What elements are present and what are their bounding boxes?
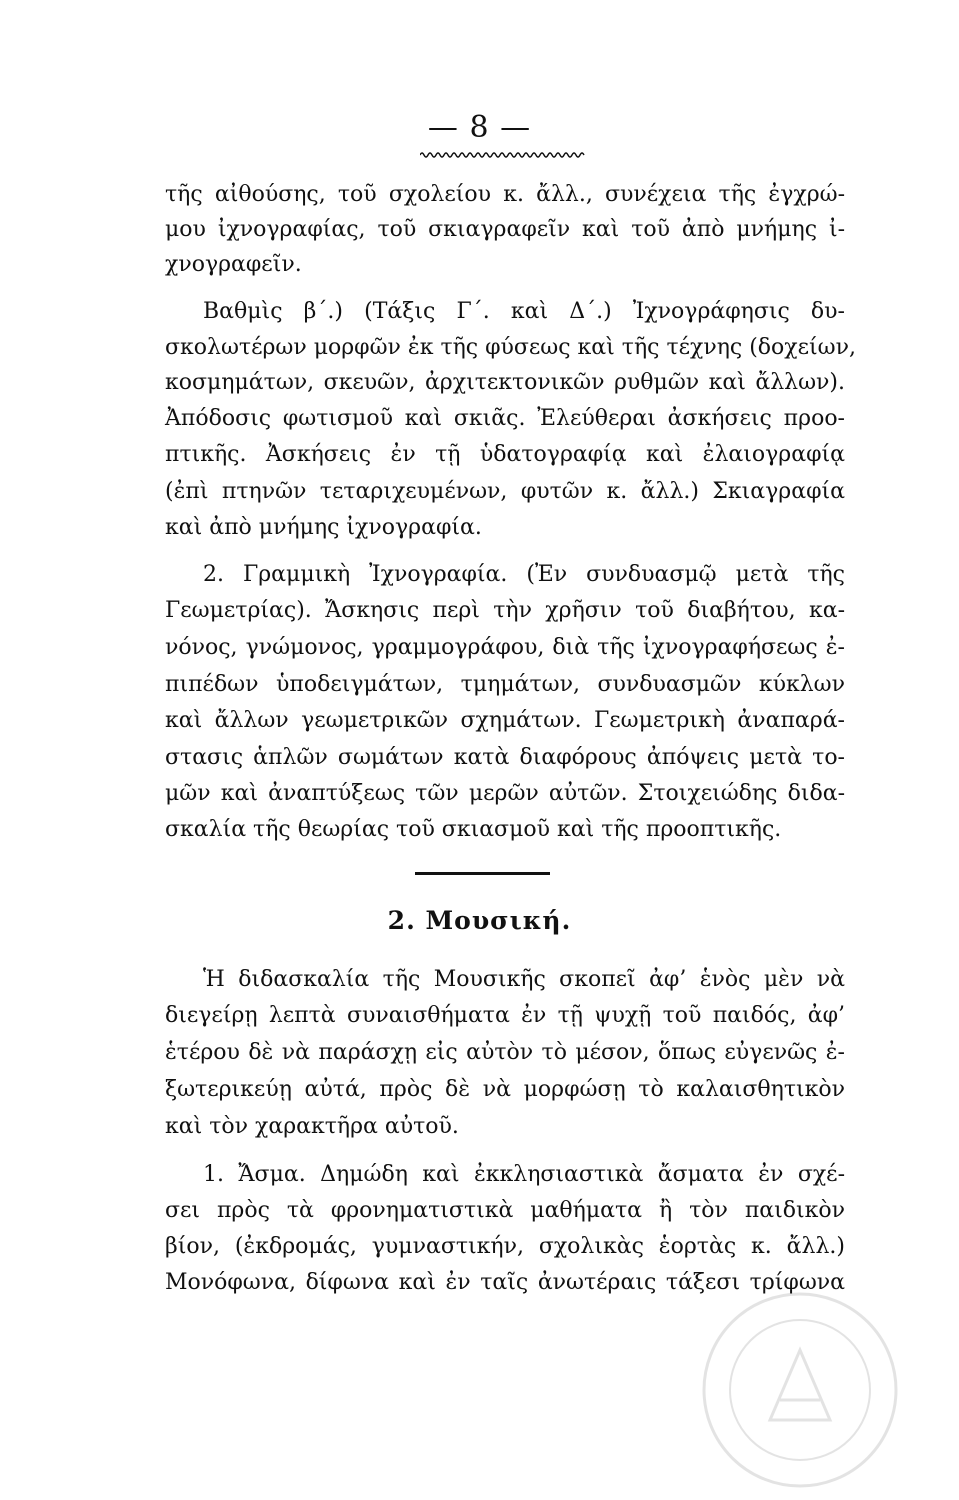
- text-line: βίον, (ἐκδρομάς, γυμναστικήν, σχολικὰς ἑορτὰς κ. ἄλλ.): [165, 1234, 845, 1259]
- text-line: μῶν καὶ ἀναπτύξεως τῶν μερῶν αὐτῶν. Στοιχειώδης διδα-: [165, 781, 845, 806]
- text-line: σκολωτέρων μορφῶν ἐκ τῆς φύσεως καὶ τῆς τέχνης (δοχείων,: [165, 335, 856, 360]
- library-stamp-seal: [700, 1290, 900, 1490]
- text-line: Ἀπόδοσις φωτισμοῦ καὶ σκιᾶς. Ἐλεύθεραι ἀσκήσεις προο-: [165, 406, 845, 431]
- text-line: διεγείρῃ λεπτὰ συναισθήματα ἐν τῇ ψυχῇ τοῦ παιδός, ἀφ’: [165, 1003, 845, 1028]
- text-line: Ἡ διδασκαλία τῆς Μουσικῆς σκοπεῖ ἀφ’ ἑνὸς μὲν νὰ: [203, 967, 845, 992]
- text-line: μου ἰχνογραφίας, τοῦ σκιαγραφεῖν καὶ τοῦ ἀπὸ μνήμης ἰ-: [165, 217, 845, 242]
- text-line: Γεωμετρίας). Ἄσκησις περὶ τὴν χρῆσιν τοῦ διαβήτου, κα-: [165, 598, 845, 623]
- section-heading: 2. Μουσική.: [387, 906, 572, 935]
- text-line: σκαλία τῆς θεωρίας τοῦ σκιασμοῦ καὶ τῆς προοπτικῆς.: [165, 817, 782, 842]
- text-line: χνογραφεῖν.: [165, 252, 302, 277]
- text-line: κοσμημάτων, σκευῶν, ἀρχιτεκτονικῶν ρυθμῶν καὶ ἄλλων).: [165, 370, 845, 395]
- text-line: Μονόφωνα, δίφωνα καὶ ἐν ταῖς ἀνωτέραις τάξεσι τρίφωνα: [165, 1270, 845, 1295]
- text-line: στασις ἁπλῶν σωμάτων κατὰ διαφόρους ἀπόψεις μετὰ το-: [165, 745, 845, 770]
- text-line: 1. Ἄσμα. Δημώδη καὶ ἐκκλησιαστικὰ ἄσματα ἐν σχέ-: [203, 1162, 845, 1187]
- text-line: (ἐπὶ πτηνῶν τεταριχευμένων, φυτῶν κ. ἄλλ.) Σκιαγραφία: [165, 479, 845, 504]
- text-line: καὶ τὸν χαρακτῆρα αὐτοῦ.: [165, 1114, 459, 1139]
- text-line: πτικῆς. Ἀσκήσεις ἐν τῇ ὑδατογραφίᾳ καὶ ἐλαιογραφίᾳ: [165, 442, 845, 467]
- text-line: νόνος, γνώμονος, γραμμογράφου, διὰ τῆς ἰχνογραφήσεως ἐ-: [165, 635, 845, 660]
- page-number-ornament: [420, 150, 585, 160]
- text-line: τῆς αἰθούσης, τοῦ σχολείου κ. ἄλλ., συνέχεια τῆς ἐγχρώ-: [165, 182, 845, 207]
- text-line: ξωτερικεύῃ αὐτά, πρὸς δὲ νὰ μορφώσῃ τὸ καλαισθητικὸν: [165, 1077, 845, 1102]
- page-number: — 8 —: [427, 110, 532, 145]
- text-line: ἑτέρου δὲ νὰ παράσχῃ εἰς αὐτὸν τὸ μέσον, ὅπως εὐγενῶς ἐ-: [165, 1040, 845, 1065]
- text-line: πιπέδων ὑποδειγμάτων, τμημάτων, συνδυασμῶν κύκλων: [165, 672, 845, 697]
- text-line: καὶ ἄλλων γεωμετρικῶν σχημάτων. Γεωμετρικὴ ἀναπαρά-: [165, 708, 845, 733]
- text-line: 2. Γραμμικὴ Ἰχνογραφία. (Ἐν συνδυασμῷ μετὰ τῆς: [203, 562, 845, 587]
- section-divider: [415, 872, 550, 875]
- text-line: καὶ ἀπὸ μνήμης ἰχνογραφία.: [165, 515, 482, 540]
- text-line: Βαθμὶς β΄.) (Τάξις Γ΄. καὶ Δ΄.) Ἰχνογράφησις δυ-: [203, 299, 845, 324]
- text-line: σει πρὸς τὰ φρονηματιστικὰ μαθήματα ἢ τὸν παιδικὸν: [165, 1198, 845, 1223]
